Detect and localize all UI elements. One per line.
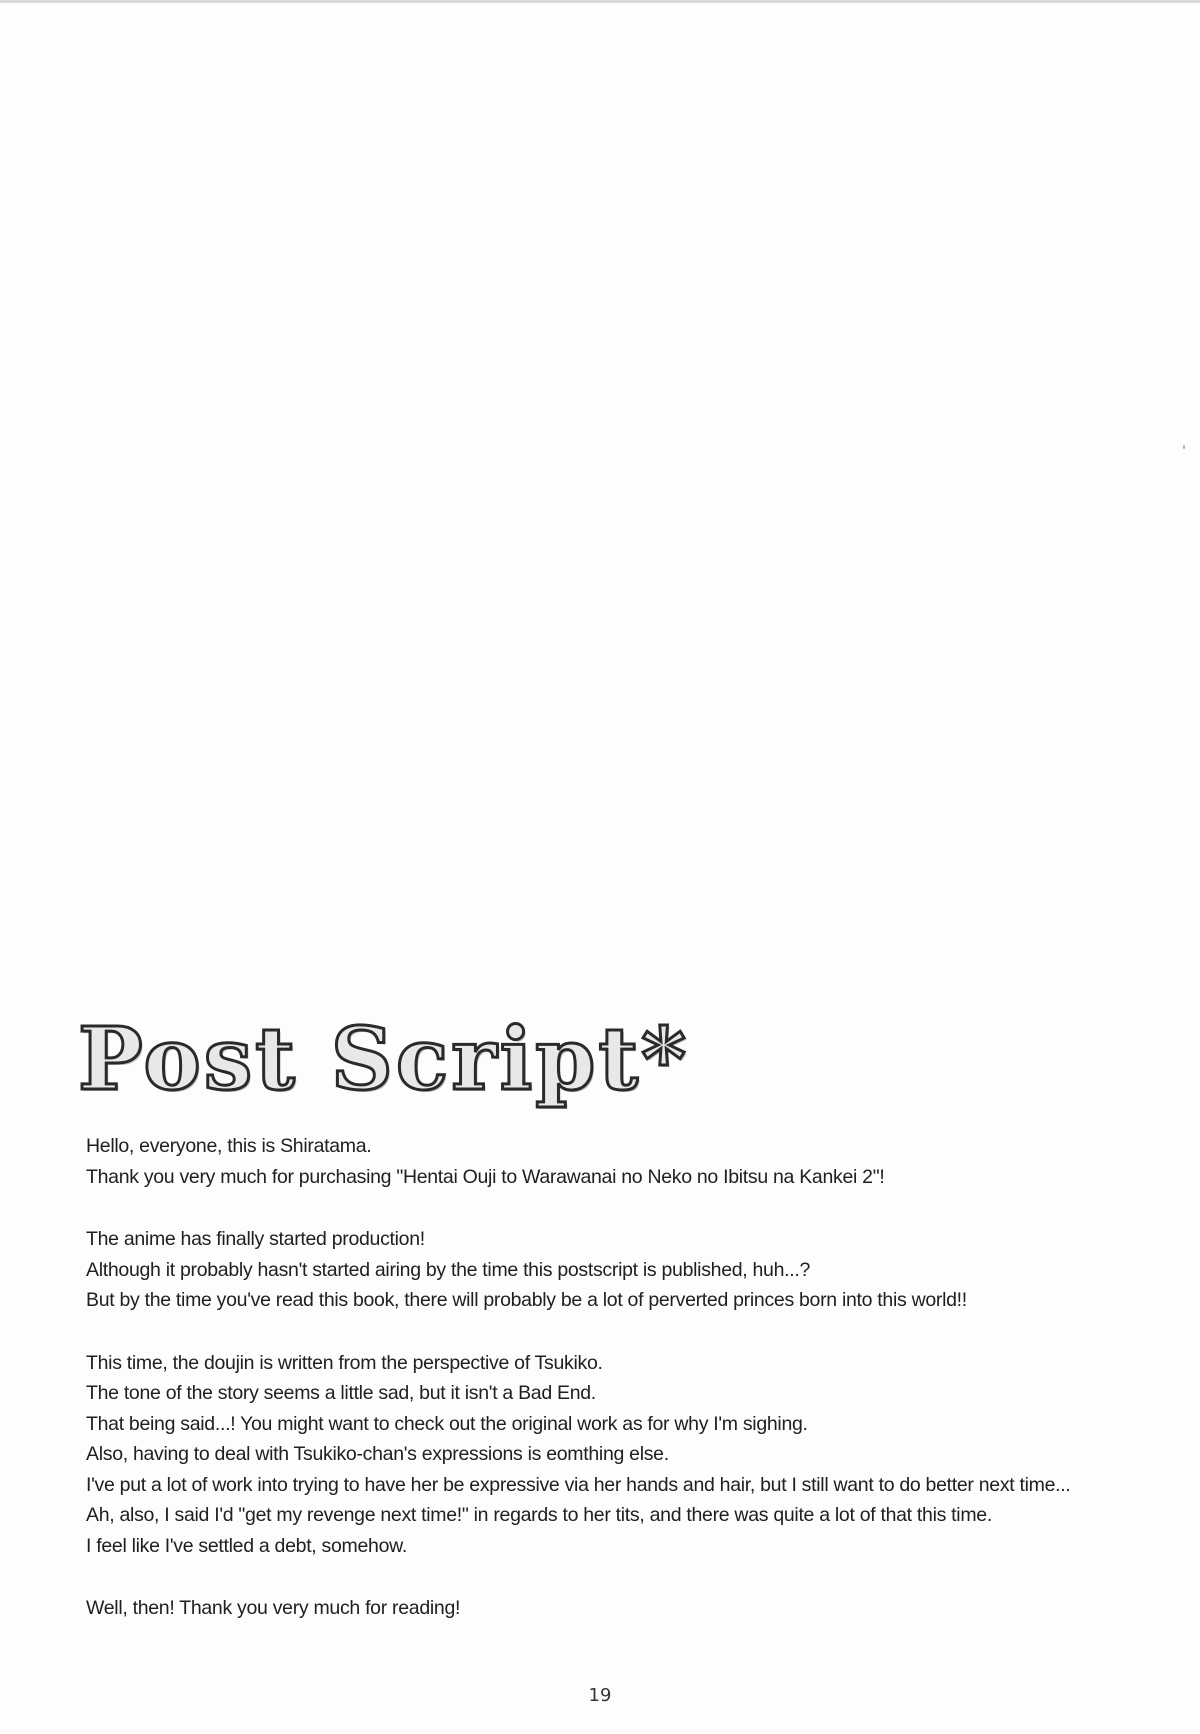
text-line: Well, then! Thank you very much for reading! [86, 1597, 461, 1619]
paper-speck [1183, 445, 1185, 449]
page-number: 19 [588, 1685, 612, 1706]
text-line: The anime has finally started production! [86, 1228, 425, 1250]
text-line: Ah, also, I said I'd "get my revenge next time!" in regards to her tits, and there was quite a lot of that this time. [86, 1504, 992, 1526]
top-border [0, 0, 1200, 3]
paragraph-gap [86, 1316, 1186, 1348]
text-line: I've put a lot of work into trying to have her be expressive via her hands and hair, but I still want to do better next time... [86, 1473, 1071, 1496]
paragraph-gap [86, 1561, 1186, 1593]
text-line: The tone of the story seems a little sad, but it isn't a Bad End. [86, 1382, 596, 1404]
text-line: Although it probably hasn't started airing by the time this postscript is published, huh...? [86, 1258, 811, 1281]
text-line: Thank you very much for purchasing "Hentai Ouji to Warawanai no Neko no Ibitsu na Kankei 2"! [86, 1165, 885, 1188]
text-line: Hello, everyone, this is Shiratama. [86, 1135, 372, 1157]
text-line: But by the time you've read this book, there will probably be a lot of perverted princes born into this world!! [86, 1289, 967, 1311]
postscript-body [86, 1131, 1186, 1624]
text-line: Also, having to deal with Tsukiko-chan's expressions is eomthing else. [86, 1443, 669, 1465]
paragraph-gap [86, 1192, 1186, 1224]
postscript-title: Post Script* [78, 1009, 690, 1110]
text-line: This time, the doujin is written from the perspective of Tsukiko. [86, 1351, 603, 1374]
text-line: That being said...! You might want to check out the original work as for why I'm sighing. [86, 1412, 808, 1435]
text-line: I feel like I've settled a debt, somehow. [86, 1534, 407, 1557]
